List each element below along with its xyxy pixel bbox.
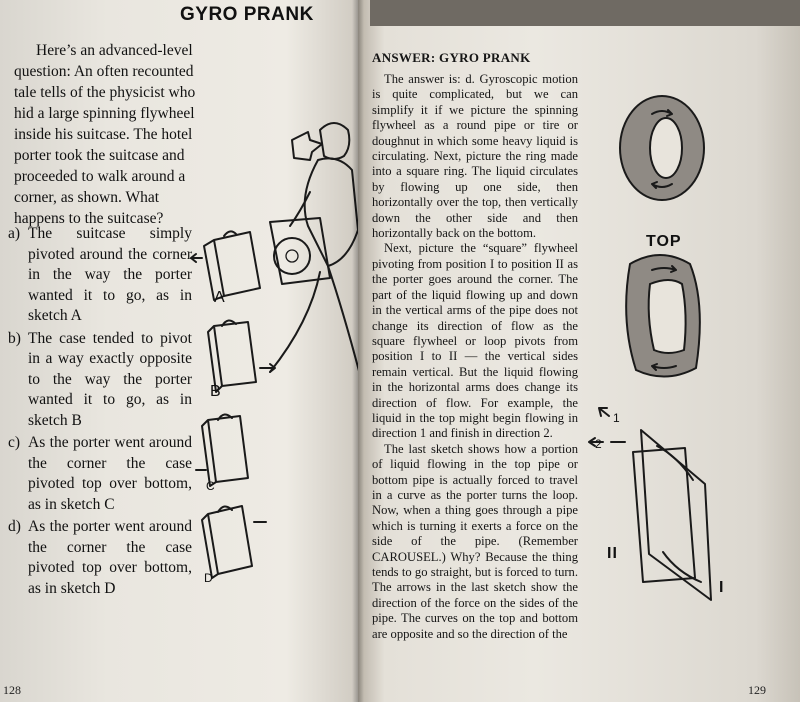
page-number: 129 <box>748 683 766 697</box>
answer-heading: ANSWER: GYRO PRANK <box>372 50 531 65</box>
answer-paragraph: The answer is: d. Gyroscopic motion is quite complicated, but we can simplify it if we picture the spinning flywheel as a round pipe or tire or doughnut in which some heavy liquid is circulating. Next, picture the ring made into a square ring. The liquid circulates by flowing up one side, then horizontally over the top, then vertically down the other side and then horizontally back on the bottom. <box>372 72 578 241</box>
page-title: GYRO PRANK <box>180 4 314 25</box>
svg-text:TOP: TOP <box>646 233 682 250</box>
suitcase-icon <box>204 232 260 300</box>
square-ring-diagram <box>612 248 722 388</box>
answer-paragraph: The last sketch shows how a portion of liquid flowing in the top pipe or bottom pipe is actually forced to travel in a curve as the porter turns the loop. Now, when a thing goes through a pipe which is turning it exerts a force on the side of the pipe. (Remember CAROUSEL.) Why? Because the thing tends to go straight, but is forced to turn. The arrows in the last sketch show the direction of the force on the sides of the pipe. The curves on the top and bottom are opposite and so the direction of the <box>372 441 578 641</box>
position-ii-label: II <box>607 545 618 562</box>
answer-paragraph: Next, picture the “square” flywheel pivoting from position I to position II as the porter goes around the corner. The part of the liquid flowing up and down in the vertical arms of the pipe does not change its direction of flow as the square flywheel or loop pivots from position I to II — the vertical sides remain vertical. But the liquid flowing in the horizontal arms does change its direction of flow. For example, the liquid in the top might begin flowing in direction 1 and finish in direction 2. <box>372 241 578 441</box>
sketch-label: A <box>214 289 225 306</box>
sketch-label: D <box>204 571 213 585</box>
top-label <box>646 230 706 250</box>
porter-head <box>320 123 349 159</box>
book-gutter <box>352 0 364 702</box>
option-letter: c) <box>8 434 21 451</box>
arrow-icon <box>260 364 275 372</box>
question-text <box>14 40 200 229</box>
sketch-d <box>198 498 288 588</box>
sketch-b <box>198 316 288 406</box>
option-letter: d) <box>8 518 21 535</box>
option-text: As the porter went around the corner the case pivoted top over bottom, as in sketch D <box>28 518 192 597</box>
option-a <box>8 224 192 327</box>
arrow-icon <box>191 254 202 262</box>
sketch-label: C <box>206 479 215 493</box>
option-b <box>8 329 192 432</box>
porter-body <box>305 158 358 266</box>
suitcase-icon <box>202 416 248 486</box>
suitcase-icon <box>202 506 252 578</box>
sketch-c <box>196 408 286 498</box>
option-letter: a) <box>8 225 21 242</box>
answer-column <box>372 50 578 642</box>
arrow-1-icon <box>599 408 609 416</box>
svg-text:2: 2 <box>595 437 602 451</box>
question-paragraph: Here’s an advanced-level question: An often recounted tale tells of the physicist who hid a large spinning flywheel inside his suitcase. The hotel porter took the suitcase and proceeded to walk around a corner, as shown. What happens to the suitcase? <box>14 42 196 227</box>
svg-text:1: 1 <box>613 411 620 425</box>
option-text: As the porter went around the corner the case pivoted top over bottom, as in sketch C <box>28 434 192 513</box>
option-d <box>8 517 192 599</box>
option-text: The suitcase simply pivoted around the corner in the way the porter wanted it to go, as in sketch A <box>28 225 192 324</box>
sketch-a <box>190 222 280 312</box>
option-text: The case tended to pivot in a way exactly opposite to the way the porter wanted it to go, as in sketch B <box>28 329 192 429</box>
option-c <box>8 433 192 515</box>
option-letter: b) <box>8 329 21 347</box>
position-i-label: I <box>719 579 725 596</box>
answer-options <box>8 224 192 601</box>
round-ring-diagram <box>612 92 722 212</box>
suitcase-icon <box>208 322 256 392</box>
page-number: 128 <box>3 683 21 697</box>
pivot-diagram <box>585 402 755 602</box>
turn-arrow-icon <box>292 132 322 160</box>
page-top-shadow <box>370 0 800 26</box>
square-loop-i <box>641 430 711 600</box>
left-page <box>0 0 358 702</box>
sketch-label: B <box>210 383 221 400</box>
